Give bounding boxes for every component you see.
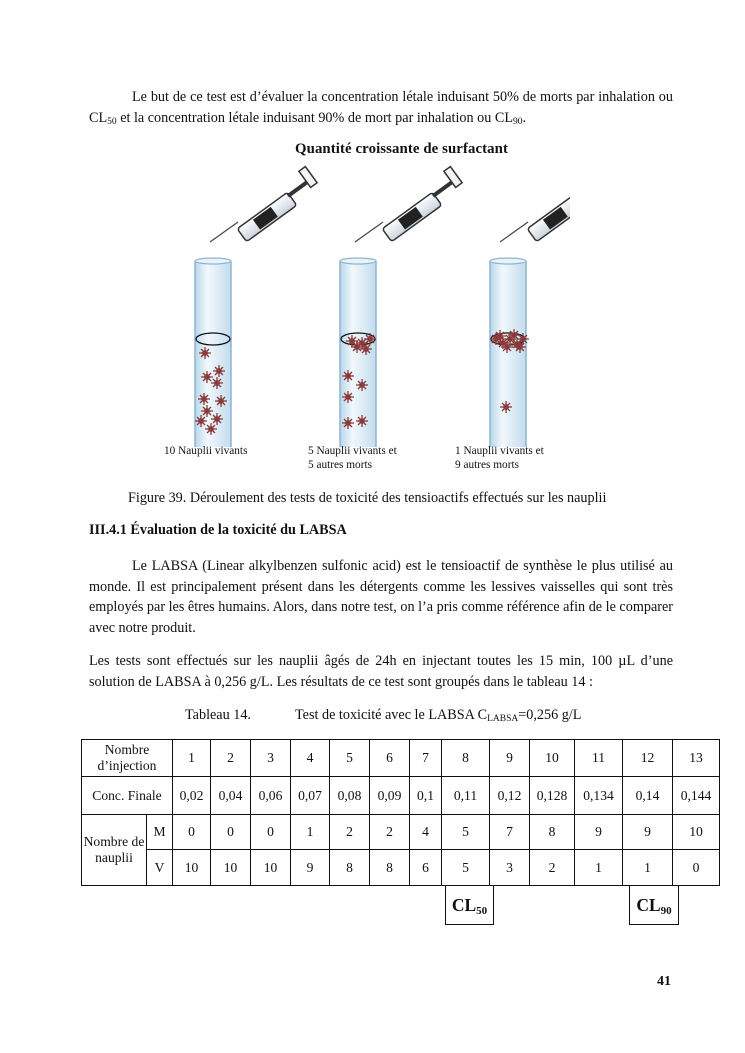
vivants-cell: 10 [251,850,291,886]
morts-cell: 10 [673,815,720,850]
intro-paragraph [89,87,673,132]
injection-cell: 4 [291,740,330,777]
figure-caption: Figure 39. Déroulement des tests de toxicité des tensioactifs effectués sur les nauplii [128,490,607,506]
page-number: 41 [657,974,671,989]
morts-cell: 1 [291,815,330,850]
morts-cell: 8 [530,815,575,850]
toxicity-results-table [81,739,720,886]
injection-cell: 2 [211,740,251,777]
tube-2-caption-line-2: 5 autres morts [308,458,373,471]
concentration-cell: 0,06 [251,777,291,815]
syringe-1 [210,167,317,242]
concentration-cell: 0,134 [575,777,623,815]
test-method-paragraph: Les tests sont effectués sur les nauplii âgés de 24h en injectant toutes les 15 min, 100 µL d’une solution de LABSA à 0,256 g/L. Les résultats de ce test sont groupés dans le tableau 14 : [89,653,673,690]
row-nauplii-label: Nombre de nauplii [82,815,147,886]
morts-cell: 0 [211,815,251,850]
intro-text-3: . [522,109,527,126]
concentration-cell: 0,144 [673,777,720,815]
injection-cell: 5 [330,740,370,777]
test-tube-3 [490,258,529,447]
concentration-cell: 0,11 [442,777,490,815]
vivants-cell: 2 [530,850,575,886]
concentration-cell: 0,02 [173,777,211,815]
intro-text-2: et la concentration létale induisant 90% de mort par inhalation ou CL [116,109,513,126]
intro-subscript-90: 90 [512,116,523,127]
concentration-cell: 0,07 [291,777,330,815]
concentration-cell: 0,1 [410,777,442,815]
injection-cell: 9 [490,740,530,777]
table-caption-title [295,707,581,724]
row-concentration-label: Conc. Finale [82,777,173,815]
tube-1-caption [164,445,247,459]
injection-cell: 3 [251,740,291,777]
cl50-marker [445,886,494,925]
cl50-subscript: 50 [476,905,488,917]
tube-2-caption [308,445,397,472]
intro-text-1: Le but de ce test est d’évaluer la concentration létale induisant 50% de morts par inhalation ou CL [89,89,673,126]
row-vivants [82,850,720,886]
row-injection-label: Nombre d’injection [82,740,173,777]
figure-title: Quantité croissante de surfactant [295,141,509,157]
table-caption-subscript: LABSA [487,714,519,724]
vivants-cell: 1 [575,850,623,886]
cl50-label: CL [451,895,477,915]
morts-cell: 0 [173,815,211,850]
concentration-cell: 0,12 [490,777,530,815]
concentration-cell: 0,14 [623,777,673,815]
row-injection [82,740,720,777]
injection-cell: 13 [673,740,720,777]
injection-cell: 1 [173,740,211,777]
morts-cell: 9 [623,815,673,850]
syringe-2 [355,167,462,242]
morts-cell: 4 [410,815,442,850]
table-caption-number: Tableau 14. [185,707,251,723]
tube-2-caption-line-1: 5 Nauplii vivants et [308,445,397,457]
labsa-description-paragraph: Le LABSA (Linear alkylbenzen sulfonic acid) est le tensioactif de synthèse le plus utilisé au monde. Il est principalement présent dans les détergents comme les lessives vaisselles qui sont très employés par les êtres humains. Alors, dans notre test, on l’a pris comme référence afin de le comparer avec notre produit. [89,558,673,636]
cl90-label: CL [636,895,661,915]
vivants-cell: 5 [442,850,490,886]
tube-3-caption [455,445,544,472]
morts-cell: 0 [251,815,291,850]
morts-cell: 2 [330,815,370,850]
morts-cell: 5 [442,815,490,850]
table-caption-text: Test de toxicité avec le LABSA C [295,707,488,723]
tube-3-caption-line-1: 1 Nauplii vivants et [455,445,544,457]
tube-1-caption-line-1: 10 Nauplii vivants [164,445,248,457]
concentration-cell: 0,128 [530,777,575,815]
injection-cell: 10 [530,740,575,777]
row-concentration [82,777,720,815]
morts-cell: 9 [575,815,623,850]
vivants-cell: 3 [490,850,530,886]
vivants-cell: 10 [211,850,251,886]
tube-3-caption-line-2: 9 autres morts [455,458,520,471]
syringe-3 [500,167,570,242]
vivants-cell: 9 [291,850,330,886]
morts-cell: 2 [370,815,410,850]
vivants-cell: 10 [173,850,211,886]
cl90-marker [629,886,679,925]
concentration-cell: 0,08 [330,777,370,815]
injection-cell: 8 [442,740,490,777]
concentration-cell: 0,04 [211,777,251,815]
vivants-cell: 0 [673,850,720,886]
intro-subscript-50: 50 [107,116,117,127]
label-vivants: V [147,850,173,886]
injection-cell: 12 [623,740,673,777]
injection-cell: 7 [410,740,442,777]
concentration-cell: 0,09 [370,777,410,815]
table-caption-value: =0,256 g/L [518,707,582,723]
section-heading: III.4.1 Évaluation de la toxicité du LABSA [89,522,347,538]
cl90-subscript: 90 [660,905,672,917]
label-morts: M [147,815,173,850]
row-morts [82,815,720,850]
injection-cell: 6 [370,740,410,777]
vivants-cell: 8 [330,850,370,886]
vivants-cell: 8 [370,850,410,886]
test-tube-1 [195,258,231,447]
injection-cell: 11 [575,740,623,777]
test-tube-2 [340,258,376,447]
vivants-cell: 1 [623,850,673,886]
vivants-cell: 6 [410,850,442,886]
morts-cell: 7 [490,815,530,850]
toxicity-test-illustration [150,165,570,447]
